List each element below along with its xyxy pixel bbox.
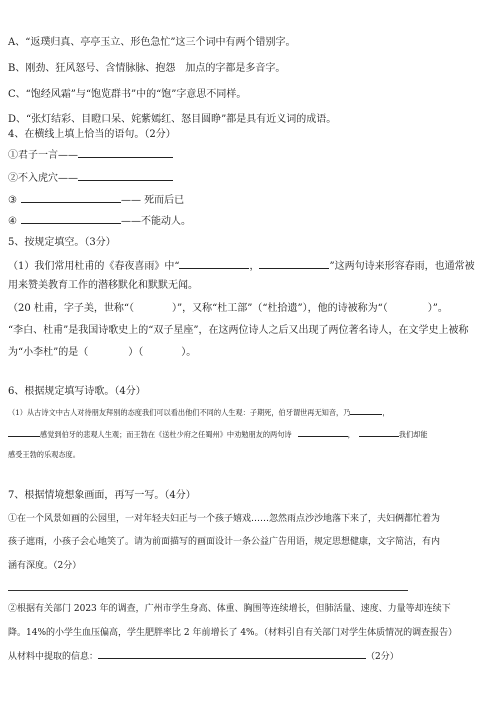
q5-para-2-text-b: ）”，又称“杜工部”（“杜拾遗”），他的诗被称为“（ [172,303,388,314]
q5-blank-2[interactable] [259,259,329,269]
q4-line-2-text: ②不入虎穴—— [8,173,78,184]
q6-blank-4[interactable] [359,429,399,437]
q7-para-2-line-1: ②根据有关部门 2023 年的调查，广州市学生身高、体重、胸围等连续增长，但肺活量、速度、力量等却连续下 [8,604,451,614]
q5-para-2-text-a: （20 杜甫，字子美，世称“（ [8,303,135,314]
q4-line-4-suffix: ——不能动人。 [120,216,191,227]
q4-line-4 [8,214,191,229]
q7-para-2-line-3 [8,650,399,664]
q6-line-2-text-a: 感觉到伯牙的悲观人生观；而王勃在《送杜少府之任蜀州》中劝勉朋友的两句诗 [40,430,292,439]
q7-para-2-text-b: （2分） [366,652,399,662]
q5-para-3-text-b: 为“小李杜”的是（ [8,347,89,358]
q5-para-3-line-2 [8,346,196,360]
q6-line-2 [8,429,428,441]
q4-blank-3[interactable] [21,193,121,203]
q4-blank-1[interactable] [78,148,173,158]
q7-para-1-line-3: 涵有深度。（2分） [8,561,82,571]
q4-line-1-text: ①君子一言—— [8,150,78,161]
q6-line-2-text-b: ， [347,430,355,439]
q5-para-1-comma: ， [249,261,260,272]
q4-line-3-prefix: ③ [8,195,17,206]
q4-line-3 [8,193,184,208]
q6-blank-1[interactable] [350,407,382,415]
q5-para-3-text-c: ）（ [128,347,144,358]
q6-blank-2[interactable] [8,429,40,437]
q6-heading: 6、根据规定填写诗歌。（4分） [8,386,146,397]
q6-blank-3[interactable] [298,429,348,437]
q4-blank-4[interactable] [21,214,121,224]
option-b: B、刚劲、狂风怒号、含情脉脉、抱怨 加点的字都是多音字。 [8,63,286,74]
q7-answer-blank-2[interactable] [98,650,366,659]
q7-heading: 7、根据情境想象画面，再写一写。（4分） [8,490,196,501]
option-a: A、“返璞归真、亭亭玉立、形色急忙”这三个词中有两个错别字。 [8,37,296,48]
q5-blank-1[interactable] [179,259,249,269]
q4-line-2 [8,171,173,186]
q5-para-1-text-a: （1）我们常用杜甫的《春夜喜雨》中“ [8,261,180,272]
q6-line-1-text-b: ， [382,408,390,417]
q4-line-4-prefix: ④ [8,216,17,227]
q7-para-1-line-2: 孩子遮雨，小孩子会心地笑了。请为前面描写的画面设计一条公益广告用语，规定思想健康，文字简洁，有内 [8,537,441,547]
q6-line-3: 感受王勃的乐观态度。 [8,450,80,459]
option-c: C、“饱经风霜”与“饱览群书”中的“饱”字意思不同样。 [8,89,247,100]
q7-para-2-line-2: 降。14%的小学生血压偏高，学生肥胖率比 2 年前增长了 4%。（材料引自有关部门对学生体质情况的调查报告） [8,628,458,638]
q4-line-1 [8,148,173,163]
q5-para-1-text-b: ”这两句诗来形容春雨，也通常被 [329,261,475,272]
q4-line-3-suffix: —— 死而后已 [120,195,185,206]
q5-para-3-line-1: “李白、杜甫”是我国诗歌史上的“双子星座”，在这两位诗人之后又出现了两位著名诗人，在文学史上被称 [8,325,469,336]
option-d: D、“张灯结彩、目瞪口呆、姹紫嫣红、怒目圆睁”都是具有近义词的成语。 [8,114,337,125]
q7-para-2-text-a: 从材料中提取的信息： [8,652,99,662]
q7-para-1-line-1: ①在一个风景如画的公园里，一对年轻夫妇正与一个孩子嬉戏……忽然雨点沙沙地落下来了，夫妇俩都忙着为 [8,514,441,524]
q5-para-2-text-c: ）”。 [427,303,448,314]
q6-line-2-text-c: 我们却能 [398,430,428,439]
q4-blank-2[interactable] [78,171,173,181]
q6-line-1 [8,407,390,419]
q5-para-1-line-2: 用来赞美教育工作的潜移默化和默默无闻。 [8,280,198,291]
q5-para-1-line-1 [8,259,475,274]
q5-para-3-text-d: ）。 [181,347,197,358]
q5-heading: 5、按规定填空。（3分） [8,237,116,248]
q5-para-2 [8,302,448,316]
q7-answer-line-1[interactable] [8,590,408,591]
q4-heading: 4、在横线上填上恰当的语句。（2分） [8,129,176,140]
q6-line-1-text-a: （1）从古诗文中古人对待朋友拜别的态度我们可以看出他们不同的人生观：子期死，伯牙谓世再无知音，乃 [8,408,351,417]
